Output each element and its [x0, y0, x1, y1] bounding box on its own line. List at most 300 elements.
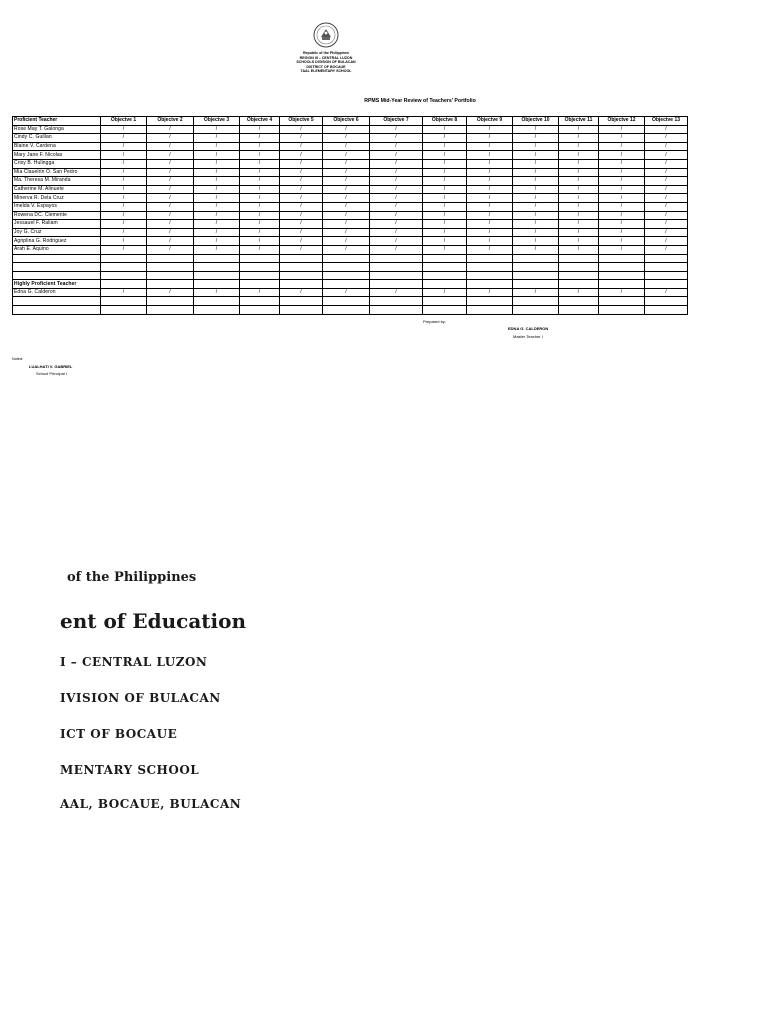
empty-cell	[240, 271, 280, 280]
empty-cell	[559, 271, 599, 280]
objective-mark: /	[599, 202, 645, 211]
empty-cell	[559, 263, 599, 272]
objective-mark: /	[280, 228, 323, 237]
column-header-objective: Objectve 13	[645, 117, 688, 126]
objective-mark: /	[147, 220, 194, 229]
empty-cell	[194, 306, 240, 315]
teacher-name: Rose May T. Galonga	[13, 125, 101, 134]
objective-mark: /	[194, 142, 240, 151]
objective-mark: /	[467, 194, 513, 203]
prepared-by-position: Master Teacher I	[513, 334, 543, 339]
empty-cell	[147, 280, 194, 289]
noted-by-position: School Principal I	[36, 371, 67, 376]
objective-mark: /	[240, 245, 280, 254]
objective-mark: /	[370, 211, 423, 220]
objective-mark: /	[240, 194, 280, 203]
empty-cell	[147, 254, 194, 263]
table-row	[13, 211, 688, 220]
table-row-empty	[13, 263, 688, 272]
objective-mark: /	[101, 194, 147, 203]
objective-mark: /	[559, 228, 599, 237]
empty-cell	[599, 263, 645, 272]
objective-mark: /	[101, 142, 147, 151]
objective-mark: /	[147, 228, 194, 237]
objective-mark: /	[323, 194, 370, 203]
objective-mark: /	[645, 151, 688, 160]
objective-mark: /	[599, 228, 645, 237]
empty-cell	[370, 271, 423, 280]
objective-mark: /	[467, 237, 513, 246]
objective-mark: /	[280, 151, 323, 160]
objective-mark: /	[280, 168, 323, 177]
objective-mark: /	[101, 134, 147, 143]
empty-cell	[423, 271, 467, 280]
objective-mark: /	[370, 125, 423, 134]
objective-mark: /	[599, 177, 645, 186]
objective-mark: /	[423, 202, 467, 211]
teacher-name: Edna G. Calderon	[13, 288, 101, 297]
objective-mark: /	[599, 288, 645, 297]
objective-mark: /	[101, 185, 147, 194]
noted-by-name: LUALHATI V. GABRIEL	[29, 364, 73, 369]
objective-mark: /	[101, 228, 147, 237]
objective-mark: /	[423, 245, 467, 254]
empty-cell	[513, 297, 559, 306]
objective-mark: /	[423, 159, 467, 168]
objective-mark: /	[423, 151, 467, 160]
objective-mark: /	[194, 151, 240, 160]
enlarged-letterhead-line: IVISION OF BULACAN	[60, 691, 221, 705]
column-header-teacher: Proficient Teacher	[13, 117, 101, 126]
objective-mark: /	[147, 151, 194, 160]
objective-mark: /	[645, 288, 688, 297]
objective-mark: /	[467, 228, 513, 237]
objective-mark: /	[280, 177, 323, 186]
objective-mark: /	[467, 245, 513, 254]
objective-mark: /	[101, 168, 147, 177]
objective-mark: /	[147, 159, 194, 168]
objective-mark: /	[559, 185, 599, 194]
objective-mark: /	[370, 288, 423, 297]
letterhead	[250, 51, 402, 74]
objective-mark: /	[599, 211, 645, 220]
objective-mark: /	[194, 220, 240, 229]
objective-mark: /	[645, 211, 688, 220]
empty-cell	[194, 254, 240, 263]
table-row	[13, 220, 688, 229]
empty-cell	[599, 297, 645, 306]
column-header-objective: Objectve 12	[599, 117, 645, 126]
empty-cell	[370, 297, 423, 306]
objective-mark: /	[645, 245, 688, 254]
table-row-empty	[13, 306, 688, 315]
column-header-objective: Objectve 8	[423, 117, 467, 126]
objective-mark: /	[645, 159, 688, 168]
objective-mark: /	[559, 125, 599, 134]
objective-mark: /	[423, 142, 467, 151]
enlarged-letterhead-line: ICT OF BOCAUE	[60, 727, 178, 741]
teacher-name: Ma. Theresa M. Miranda	[13, 177, 101, 186]
objective-mark: /	[280, 211, 323, 220]
objective-mark: /	[370, 185, 423, 194]
empty-cell	[467, 297, 513, 306]
objective-mark: /	[423, 168, 467, 177]
empty-cell	[645, 254, 688, 263]
objective-mark: /	[467, 211, 513, 220]
objective-mark: /	[559, 134, 599, 143]
objective-mark: /	[370, 168, 423, 177]
column-header-objective: Objectve 3	[194, 117, 240, 126]
objective-mark: /	[559, 288, 599, 297]
column-header-objective: Objectve 9	[467, 117, 513, 126]
letterhead-line: Republic of the Philippines	[302, 51, 350, 55]
empty-cell	[194, 280, 240, 289]
objective-mark: /	[101, 151, 147, 160]
prepared-by-label: Prepared by:	[423, 319, 446, 324]
empty-cell	[280, 306, 323, 315]
objective-mark: /	[599, 194, 645, 203]
objective-mark: /	[370, 245, 423, 254]
objective-mark: /	[423, 134, 467, 143]
objective-mark: /	[423, 237, 467, 246]
objective-mark: /	[323, 142, 370, 151]
empty-cell	[147, 263, 194, 272]
objective-mark: /	[559, 220, 599, 229]
objective-mark: /	[101, 211, 147, 220]
column-header-objective: Objectve 6	[323, 117, 370, 126]
teacher-name: Mia Clauelrin O. San Pedro	[13, 168, 101, 177]
teacher-name: Catherine M. Alinuete	[13, 185, 101, 194]
empty-cell	[645, 306, 688, 315]
empty-cell	[370, 254, 423, 263]
column-header-objective: Objectve 4	[240, 117, 280, 126]
objective-mark: /	[467, 202, 513, 211]
teacher-name: Jessauel F. Raliam	[13, 220, 101, 229]
empty-cell	[147, 297, 194, 306]
objective-mark: /	[147, 185, 194, 194]
enlarged-letterhead-line: of the Philippines	[67, 570, 197, 585]
table-row	[13, 125, 688, 134]
teacher-name: Rowena DC. Clemente	[13, 211, 101, 220]
empty-cell	[101, 263, 147, 272]
objective-mark: /	[280, 125, 323, 134]
objective-mark: /	[513, 245, 559, 254]
document-title: RPMS Mid-Year Review of Teachers' Portfolio	[364, 98, 476, 104]
objective-mark: /	[370, 159, 423, 168]
objective-mark: /	[323, 202, 370, 211]
objective-mark: /	[467, 151, 513, 160]
empty-cell	[101, 280, 147, 289]
teacher-name: Arah E. Aquino	[13, 245, 101, 254]
teacher-name: Minerva R. Dela Cruz	[13, 194, 101, 203]
objective-mark: /	[599, 237, 645, 246]
objective-mark: /	[323, 288, 370, 297]
objective-mark: /	[645, 194, 688, 203]
table-row	[13, 288, 688, 297]
objective-mark: /	[599, 151, 645, 160]
objective-mark: /	[370, 220, 423, 229]
objective-mark: /	[513, 194, 559, 203]
objective-mark: /	[370, 177, 423, 186]
objective-mark: /	[323, 211, 370, 220]
objective-mark: /	[240, 125, 280, 134]
empty-cell	[280, 297, 323, 306]
objective-mark: /	[599, 125, 645, 134]
objective-mark: /	[467, 125, 513, 134]
objective-mark: /	[101, 220, 147, 229]
empty-cell	[101, 297, 147, 306]
objective-mark: /	[370, 202, 423, 211]
empty-cell	[513, 306, 559, 315]
objective-mark: /	[467, 159, 513, 168]
teacher-name: Agriplina G. Rodriguez	[13, 237, 101, 246]
objective-mark: /	[513, 228, 559, 237]
objective-mark: /	[240, 237, 280, 246]
empty-cell	[513, 280, 559, 289]
objective-mark: /	[147, 288, 194, 297]
objective-mark: /	[240, 168, 280, 177]
objective-mark: /	[280, 220, 323, 229]
objective-mark: /	[645, 202, 688, 211]
objective-mark: /	[240, 220, 280, 229]
objective-mark: /	[423, 185, 467, 194]
objective-mark: /	[194, 134, 240, 143]
objective-mark: /	[423, 220, 467, 229]
letterhead-line: REGION III – CENTRAL LUZON	[299, 55, 353, 60]
objective-mark: /	[101, 288, 147, 297]
empty-cell	[323, 280, 370, 289]
column-header-objective: Objectve 5	[280, 117, 323, 126]
table-row	[13, 194, 688, 203]
empty-cell	[194, 263, 240, 272]
empty-cell	[599, 280, 645, 289]
empty-cell	[101, 254, 147, 263]
table-row	[13, 202, 688, 211]
objective-mark: /	[599, 168, 645, 177]
objective-mark: /	[423, 288, 467, 297]
empty-cell	[370, 280, 423, 289]
enlarged-letterhead-line: MENTARY SCHOOL	[60, 763, 200, 777]
letterhead-line: TAAL ELEMENTARY SCHOOL	[300, 69, 352, 74]
empty-cell	[559, 306, 599, 315]
objective-mark: /	[513, 185, 559, 194]
objective-mark: /	[101, 237, 147, 246]
prepared-by-name: EDNA G. CALDERON	[508, 326, 549, 331]
objective-mark: /	[559, 237, 599, 246]
objective-mark: /	[423, 177, 467, 186]
empty-cell	[467, 306, 513, 315]
empty-cell	[513, 254, 559, 263]
table-row-empty	[13, 297, 688, 306]
objective-mark: /	[240, 134, 280, 143]
enlarged-letterhead-line: AAL, BOCAUE, BULACAN	[60, 797, 242, 811]
objective-mark: /	[323, 134, 370, 143]
objective-mark: /	[645, 228, 688, 237]
objective-mark: /	[101, 159, 147, 168]
objective-mark: /	[147, 237, 194, 246]
empty-cell	[423, 280, 467, 289]
empty-cell	[645, 280, 688, 289]
objective-mark: /	[559, 159, 599, 168]
objective-mark: /	[323, 177, 370, 186]
objective-mark: /	[323, 159, 370, 168]
teacher-name: Imelda V. Espayos	[13, 202, 101, 211]
table-row	[13, 159, 688, 168]
empty-cell	[370, 306, 423, 315]
objective-mark: /	[194, 245, 240, 254]
empty-cell	[240, 254, 280, 263]
column-header-objective: Objectve 7	[370, 117, 423, 126]
objective-mark: /	[194, 125, 240, 134]
objective-mark: /	[240, 177, 280, 186]
empty-cell	[240, 297, 280, 306]
empty-cell	[101, 271, 147, 280]
empty-cell	[280, 271, 323, 280]
empty-cell	[323, 271, 370, 280]
objective-mark: /	[240, 185, 280, 194]
objective-mark: /	[599, 220, 645, 229]
objective-mark: /	[513, 134, 559, 143]
objective-mark: /	[645, 177, 688, 186]
objective-mark: /	[599, 134, 645, 143]
column-header-objective: Objectve 11	[559, 117, 599, 126]
objective-mark: /	[645, 168, 688, 177]
objective-mark: /	[423, 228, 467, 237]
objective-mark: /	[559, 168, 599, 177]
deped-seal-icon	[313, 22, 339, 48]
objective-mark: /	[194, 237, 240, 246]
table-body	[13, 125, 688, 314]
letterhead-line: SCHOOLS DIVISION OF BULACAN	[296, 60, 356, 65]
table-row	[13, 185, 688, 194]
objective-mark: /	[513, 125, 559, 134]
objective-mark: /	[513, 211, 559, 220]
empty-cell	[559, 280, 599, 289]
objective-mark: /	[467, 220, 513, 229]
empty-cell	[423, 254, 467, 263]
empty-cell	[323, 254, 370, 263]
objective-mark: /	[323, 245, 370, 254]
objective-mark: /	[280, 245, 323, 254]
column-header-objective: Objectve 1	[101, 117, 147, 126]
table-row	[13, 245, 688, 254]
objective-mark: /	[194, 159, 240, 168]
objective-mark: /	[370, 142, 423, 151]
objective-mark: /	[645, 237, 688, 246]
empty-cell	[323, 263, 370, 272]
empty-cell	[240, 280, 280, 289]
column-header-objective: Objectve 10	[513, 117, 559, 126]
empty-cell	[194, 271, 240, 280]
objective-mark: /	[645, 125, 688, 134]
objective-mark: /	[240, 288, 280, 297]
objective-mark: /	[370, 151, 423, 160]
table-row	[13, 168, 688, 177]
empty-cell	[370, 263, 423, 272]
objective-mark: /	[467, 134, 513, 143]
objective-mark: /	[513, 142, 559, 151]
empty-cell	[599, 271, 645, 280]
empty-cell	[147, 271, 194, 280]
objective-mark: /	[559, 202, 599, 211]
letterhead-line: DISTRICT OF BOCAUE	[306, 64, 346, 69]
objective-mark: /	[280, 202, 323, 211]
objective-mark: /	[280, 134, 323, 143]
objective-mark: /	[280, 142, 323, 151]
empty-cell	[423, 263, 467, 272]
empty-cell	[147, 306, 194, 315]
empty-cell	[467, 263, 513, 272]
table-row	[13, 237, 688, 246]
objective-mark: /	[467, 185, 513, 194]
objective-mark: /	[559, 194, 599, 203]
objective-mark: /	[645, 142, 688, 151]
objective-mark: /	[370, 194, 423, 203]
table-header-row	[13, 117, 688, 126]
enlarged-letterhead-line: ent of Education	[60, 609, 246, 633]
objective-mark: /	[645, 134, 688, 143]
objective-mark: /	[513, 168, 559, 177]
objective-mark: /	[240, 202, 280, 211]
objective-mark: /	[101, 202, 147, 211]
objective-mark: /	[323, 237, 370, 246]
objective-mark: /	[280, 159, 323, 168]
objective-mark: /	[423, 211, 467, 220]
enlarged-letterhead-line: I – CENTRAL LUZON	[60, 655, 208, 669]
objective-mark: /	[240, 142, 280, 151]
objective-mark: /	[194, 194, 240, 203]
objective-mark: /	[467, 288, 513, 297]
objective-mark: /	[370, 134, 423, 143]
objective-mark: /	[323, 151, 370, 160]
objective-mark: /	[599, 185, 645, 194]
objective-mark: /	[513, 202, 559, 211]
empty-cell	[645, 263, 688, 272]
objective-mark: /	[599, 159, 645, 168]
objective-mark: /	[240, 211, 280, 220]
objective-mark: /	[147, 125, 194, 134]
table-row-empty	[13, 254, 688, 263]
empty-cell	[467, 254, 513, 263]
empty-cell	[13, 297, 101, 306]
empty-cell	[513, 271, 559, 280]
objective-mark: /	[194, 168, 240, 177]
objective-mark: /	[240, 151, 280, 160]
objective-mark: /	[323, 220, 370, 229]
column-header-objective: Objectve 2	[147, 117, 194, 126]
empty-cell	[467, 280, 513, 289]
objective-mark: /	[559, 142, 599, 151]
empty-cell	[599, 254, 645, 263]
empty-cell	[194, 297, 240, 306]
empty-cell	[280, 263, 323, 272]
objective-mark: /	[194, 211, 240, 220]
objective-mark: /	[147, 211, 194, 220]
section-label: Highly Proficient Teacher	[13, 280, 101, 289]
empty-cell	[13, 254, 101, 263]
empty-cell	[323, 306, 370, 315]
objective-mark: /	[147, 194, 194, 203]
objective-mark: /	[467, 142, 513, 151]
objective-mark: /	[370, 237, 423, 246]
table-row	[13, 134, 688, 143]
empty-cell	[323, 297, 370, 306]
objective-mark: /	[323, 185, 370, 194]
objective-mark: /	[645, 185, 688, 194]
empty-cell	[280, 254, 323, 263]
empty-cell	[513, 263, 559, 272]
empty-cell	[645, 297, 688, 306]
